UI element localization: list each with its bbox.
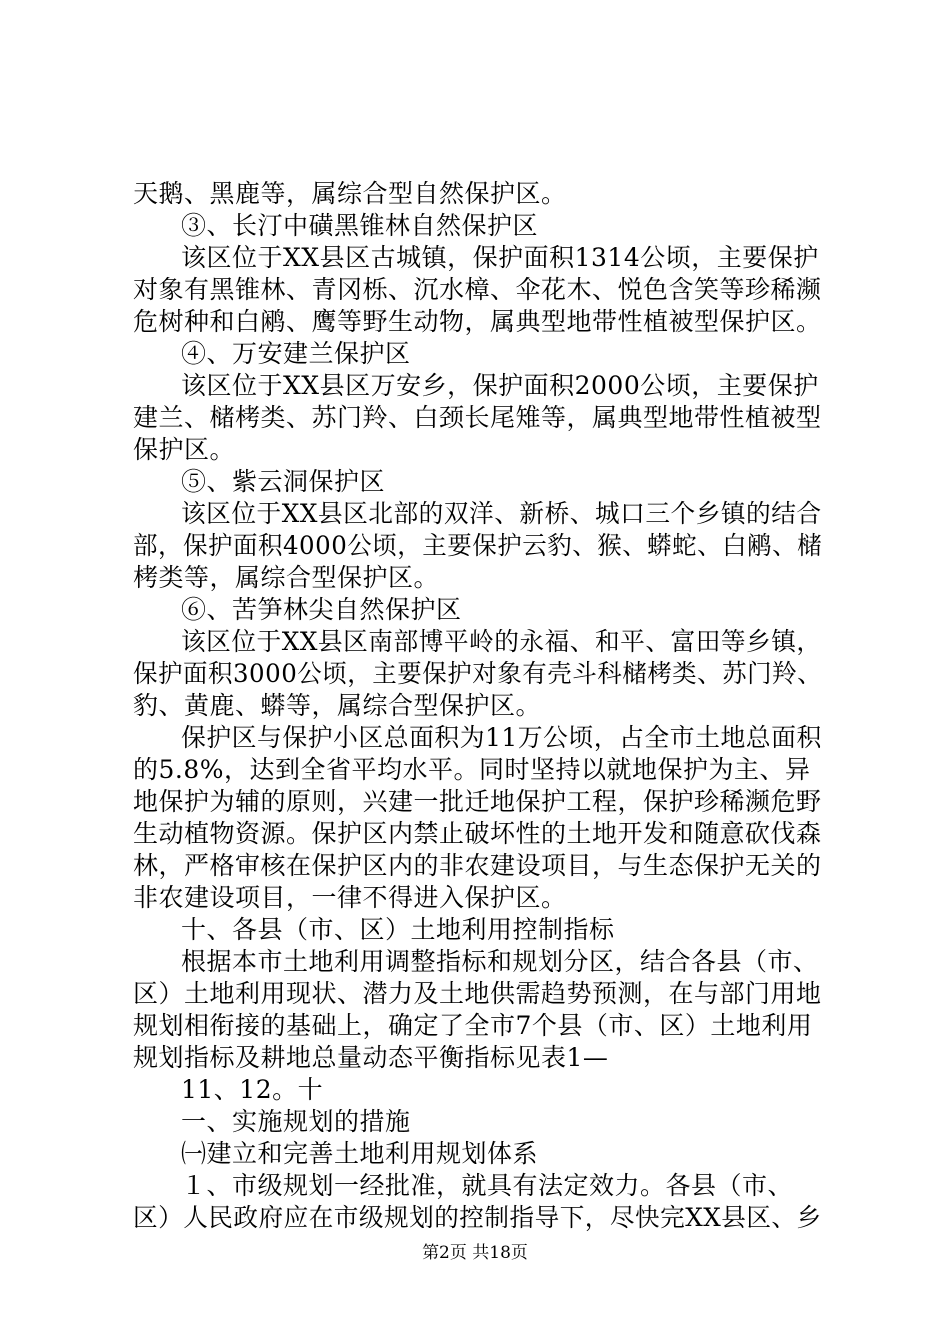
text-line-22: 林，严格审核在保护区内的非农建设项目，与生态保护无关的 (133, 851, 822, 880)
text-line-17: 豹、黄鹿、蟒等，属综合型保护区。 (133, 691, 542, 720)
text-line-28: 规划指标及耕地总量动态平衡指标见表1— (133, 1043, 609, 1072)
text-line-7: 该区位于XX县区万安乡，保护面积2000公顷，主要保护 (181, 371, 819, 400)
text-line-15: 该区位于XX县区南部博平岭的永福、和平、富田等乡镇， (181, 627, 822, 656)
text-line-23: 非农建设项目，一律不得进入保护区。 (133, 883, 567, 912)
text-line-5: 危树种和白鹇、鹰等野生动物，属典型地带性植被型保护区。 (133, 307, 822, 336)
text-line-4: 对象有黑锥林、青冈栎、沉水樟、伞花木、悦色含笑等珍稀濒 (133, 275, 822, 304)
text-line-32: １、市级规划一经批准，就具有法定效力。各县（市、 (181, 1171, 794, 1200)
page-footer: 第2页 共18页 (422, 1243, 528, 1263)
section-heading-11: 一、实施规划的措施 (181, 1107, 411, 1136)
text-line-3: 该区位于XX县区古城镇，保护面积1314公顷，主要保护 (181, 243, 819, 272)
text-line-1: 天鹅、黑鹿等，属综合型自然保护区。 (133, 179, 567, 208)
text-line-12: 部，保护面积4000公顷，主要保护云豹、猴、蟒蛇、白鹇、槠 (133, 531, 823, 560)
text-line-18: 保护区与保护小区总面积为11万公顷，占全市土地总面积 (181, 723, 822, 752)
text-line-21: 生动植物资源。保护区内禁止破坏性的土地开发和随意砍伐森 (133, 819, 822, 848)
text-line-20: 地保护为辅的原则，兴建一批迁地保护工程，保护珍稀濒危野 (133, 787, 822, 816)
text-line-14: ⑥、苦笋林尖自然保护区 (181, 595, 462, 624)
text-line-33: 区）人民政府应在市级规划的控制指导下，尽快完XX县区、乡 (133, 1203, 822, 1232)
text-line-8: 建兰、槠栲类、苏门羚、白颈长尾雉等，属典型地带性植被型 (133, 403, 822, 432)
text-line-26: 区）土地利用现状、潜力及土地供需趋势预测，在与部门用地 (133, 979, 822, 1008)
text-line-25: 根据本市土地利用调整指标和规划分区，结合各县（市、 (181, 947, 819, 976)
text-line-2: ③、长汀中磺黑锥林自然保护区 (181, 211, 539, 240)
text-line-9: 保护区。 (133, 435, 236, 464)
text-line-29: 11、12。十 (181, 1075, 324, 1104)
subsection-heading-1: ㈠建立和完善土地利用规划体系 (181, 1139, 539, 1168)
text-line-11: 该区位于XX县区北部的双洋、新桥、城口三个乡镇的结合 (181, 499, 822, 528)
text-line-16: 保护面积3000公顷，主要保护对象有壳斗科槠栲类、苏门羚、 (133, 659, 823, 688)
text-line-13: 栲类等，属综合型保护区。 (133, 563, 440, 592)
text-line-10: ⑤、紫云洞保护区 (181, 467, 386, 496)
section-heading-10: 十、各县（市、区）土地利用控制指标 (181, 915, 615, 944)
text-line-27: 规划相衔接的基础上，确定了全市7个县（市、区）土地利用 (133, 1011, 813, 1040)
text-line-19: 的5.8%，达到全省平均水平。同时坚持以就地保护为主、异 (133, 755, 811, 784)
text-line-6: ④、万安建兰保护区 (181, 339, 411, 368)
